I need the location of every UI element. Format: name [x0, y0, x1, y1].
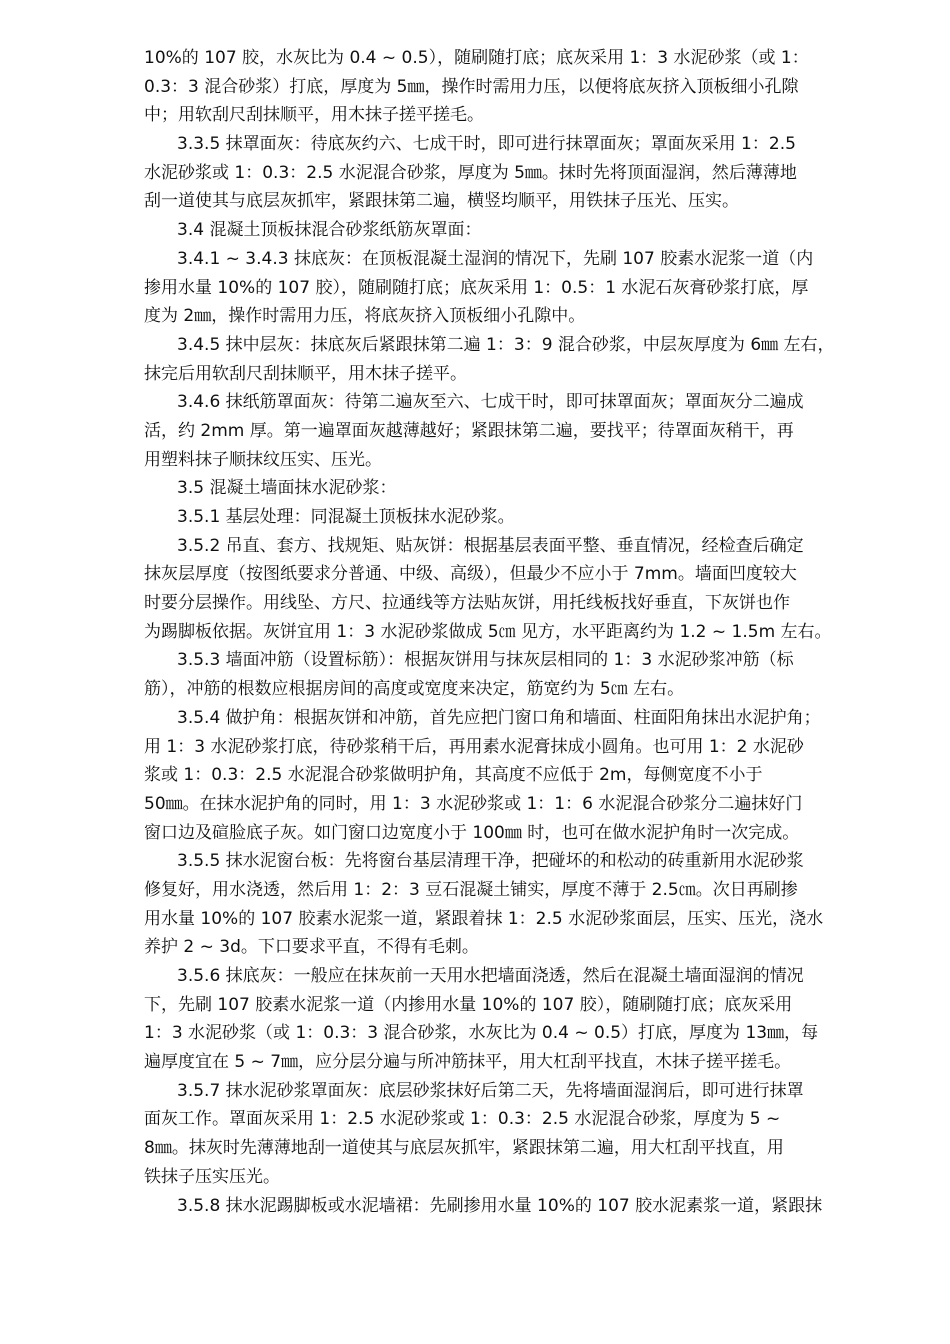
- text-line: 用塑料抹子顺抹纹压实、压光。: [144, 449, 382, 470]
- text-line: 3.4.5 抹中层灰：抹底灰后紧跟抹第二遍 1：3：9 混合砂浆，中层灰厚度为 6㎜ 左右，: [177, 334, 835, 355]
- text-line: 3.5.4 做护角：根据灰饼和冲筋，首先应把门窗口角和墙面、柱面阳角抹出水泥护角；: [177, 707, 821, 728]
- text-line: 掺用水量 10%的 107 胶），随刷随打底；底灰采用 1：0.5：1 水泥石灰膏砂浆打底，厚: [144, 277, 809, 298]
- text-line: 为踢脚板依据。灰饼宜用 1：3 水泥砂浆做成 5㎝ 见方，水平距离约为 1.2 ~ 1.5m 左右。: [144, 621, 832, 642]
- text-line: 3.4 混凝土顶板抹混合砂浆纸筋灰罩面：: [177, 220, 482, 241]
- text-line: 遍厚度宜在 5 ~ 7㎜，应分层分遍与所冲筋抹平，用大杠刮平找直，木抹子搓平搓毛。: [144, 1052, 792, 1073]
- text-line: 修复好，用水浇透，然后用 1：2：3 豆石混凝土铺实，厚度不薄于 2.5㎝。次日再刷掺: [144, 879, 798, 900]
- text-line: 度为 2㎜，操作时需用力压，将底灰挤入顶板细小孔隙中。: [144, 306, 586, 327]
- text-line: 时要分层操作。用线坠、方尺、拉通线等方法贴灰饼，用托线板找好垂直，下灰饼也作: [144, 593, 790, 614]
- text-line: 铁抹子压实压光。: [144, 1166, 280, 1187]
- text-line: 活，约 2mm 厚。第一遍罩面灰越薄越好；紧跟抹第二遍，要找平；待罩面灰稍干，再: [144, 420, 794, 441]
- text-line: 用 1：3 水泥砂浆打底，待砂浆稍干后，再用素水泥膏抹成小圆角。也可用 1：2 水泥砂: [144, 736, 804, 757]
- text-line: 3.3.5 抹罩面灰：待底灰约六、七成干时，即可进行抹罩面灰；罩面灰采用 1：2.5: [177, 134, 796, 155]
- text-line: 抹灰层厚度（按图纸要求分普通、中级、高级），但最少不应小于 7mm。墙面凹度较大: [144, 564, 797, 585]
- text-line: 水泥砂浆或 1：0.3：2.5 水泥混合砂浆，厚度为 5㎜。抹时先将顶面湿润，然后薄薄地: [144, 162, 797, 183]
- text-line: 0.3：3 混合砂浆）打底，厚度为 5㎜，操作时需用力压，以便将底灰挤入顶板细小孔隙: [144, 76, 799, 97]
- text-line: 3.5.7 抹水泥砂浆罩面灰：底层砂浆抹好后第二天，先将墙面湿润后，即可进行抹罩: [177, 1080, 804, 1101]
- text-line: 3.5.1 基层处理：同混凝土顶板抹水泥砂浆。: [177, 507, 515, 527]
- text-line: 3.5.2 吊直、套方、找规矩、贴灰饼：根据基层表面平整、垂直情况，经检查后确定: [177, 535, 804, 556]
- text-line: 窗口边及碹脸底子灰。如门窗口边宽度小于 100㎜ 时，也可在做水泥护角时一次完成。: [144, 822, 800, 843]
- text-line: 用水量 10%的 107 胶素水泥浆一道，紧跟着抹 1：2.5 水泥砂浆面层，压实、压光，浇水: [144, 908, 824, 929]
- text-line: 面灰工作。罩面灰采用 1：2.5 水泥砂浆或 1：0.3：2.5 水泥混合砂浆，厚度为 5 ~: [144, 1109, 781, 1130]
- text-line: 刮一道使其与底层灰抓牢，紧跟抹第二遍，横竖均顺平，用铁抹子压光、压实。: [144, 191, 739, 212]
- text-line: 养护 2 ~ 3d。下口要求平直，不得有毛刺。: [144, 937, 479, 958]
- text-line: 抹完后用软刮尺刮抹顺平，用木抹子搓平。: [144, 363, 467, 384]
- text-line: 8㎜。抹灰时先薄薄地刮一道使其与底层灰抓牢，紧跟抹第二遍，用大杠刮平找直，用: [144, 1138, 784, 1159]
- text-line: 3.5.6 抹底灰：一般应在抹灰前一天用水把墙面浇透，然后在混凝土墙面湿润的情况: [177, 966, 804, 986]
- text-line: 下，先刷 107 胶素水泥浆一道（内掺用水量 10%的 107 胶），随刷随打底；底灰采用: [144, 994, 793, 1015]
- document-body: [144, 44, 892, 1220]
- text-line: 3.5.3 墙面冲筋（设置标筋）：根据灰饼用与抹灰层相同的 1：3 水泥砂浆冲筋（标: [177, 650, 794, 671]
- text-line: 3.5.5 抹水泥窗台板：先将窗台基层清理干净，把碰坏的和松动的砖重新用水泥砂浆: [177, 851, 804, 872]
- text-line: 筋），冲筋的根数应根据房间的高度或宽度来决定，筋宽约为 5㎝ 左右。: [144, 679, 685, 700]
- text-line: 浆或 1：0.3：2.5 水泥混合砂浆做明护角，其高度不应低于 2m，每侧宽度不小于: [144, 765, 763, 786]
- text-line: 10%的 107 胶，水灰比为 0.4 ~ 0.5），随刷随打底；底灰采用 1：3 水泥砂浆（或 1：: [144, 48, 809, 68]
- text-line: 1：3 水泥砂浆（或 1：0.3：3 混合砂浆，水灰比为 0.4 ~ 0.5）打底，厚度为 13㎜，每: [144, 1023, 819, 1044]
- text-line: 3.5.8 抹水泥踢脚板或水泥墙裙：先刷掺用水量 10%的 107 胶水泥素浆一道，紧跟抹: [177, 1195, 823, 1216]
- text-line: 中；用软刮尺刮抹顺平，用木抹子搓平搓毛。: [144, 105, 484, 126]
- text-line: 3.5 混凝土墙面抹水泥砂浆：: [177, 478, 397, 499]
- text-line: 3.4.6 抹纸筋罩面灰：待第二遍灰至六、七成干时，即可抹罩面灰；罩面灰分二遍成: [177, 392, 804, 413]
- text-line: 50㎜。在抹水泥护角的同时，用 1：3 水泥砂浆或 1：1：6 水泥混合砂浆分二遍抹好门: [144, 793, 803, 814]
- text-line: 3.4.1 ~ 3.4.3 抹底灰：在顶板混凝土湿润的情况下，先刷 107 胶素水泥浆一道（内: [177, 248, 814, 269]
